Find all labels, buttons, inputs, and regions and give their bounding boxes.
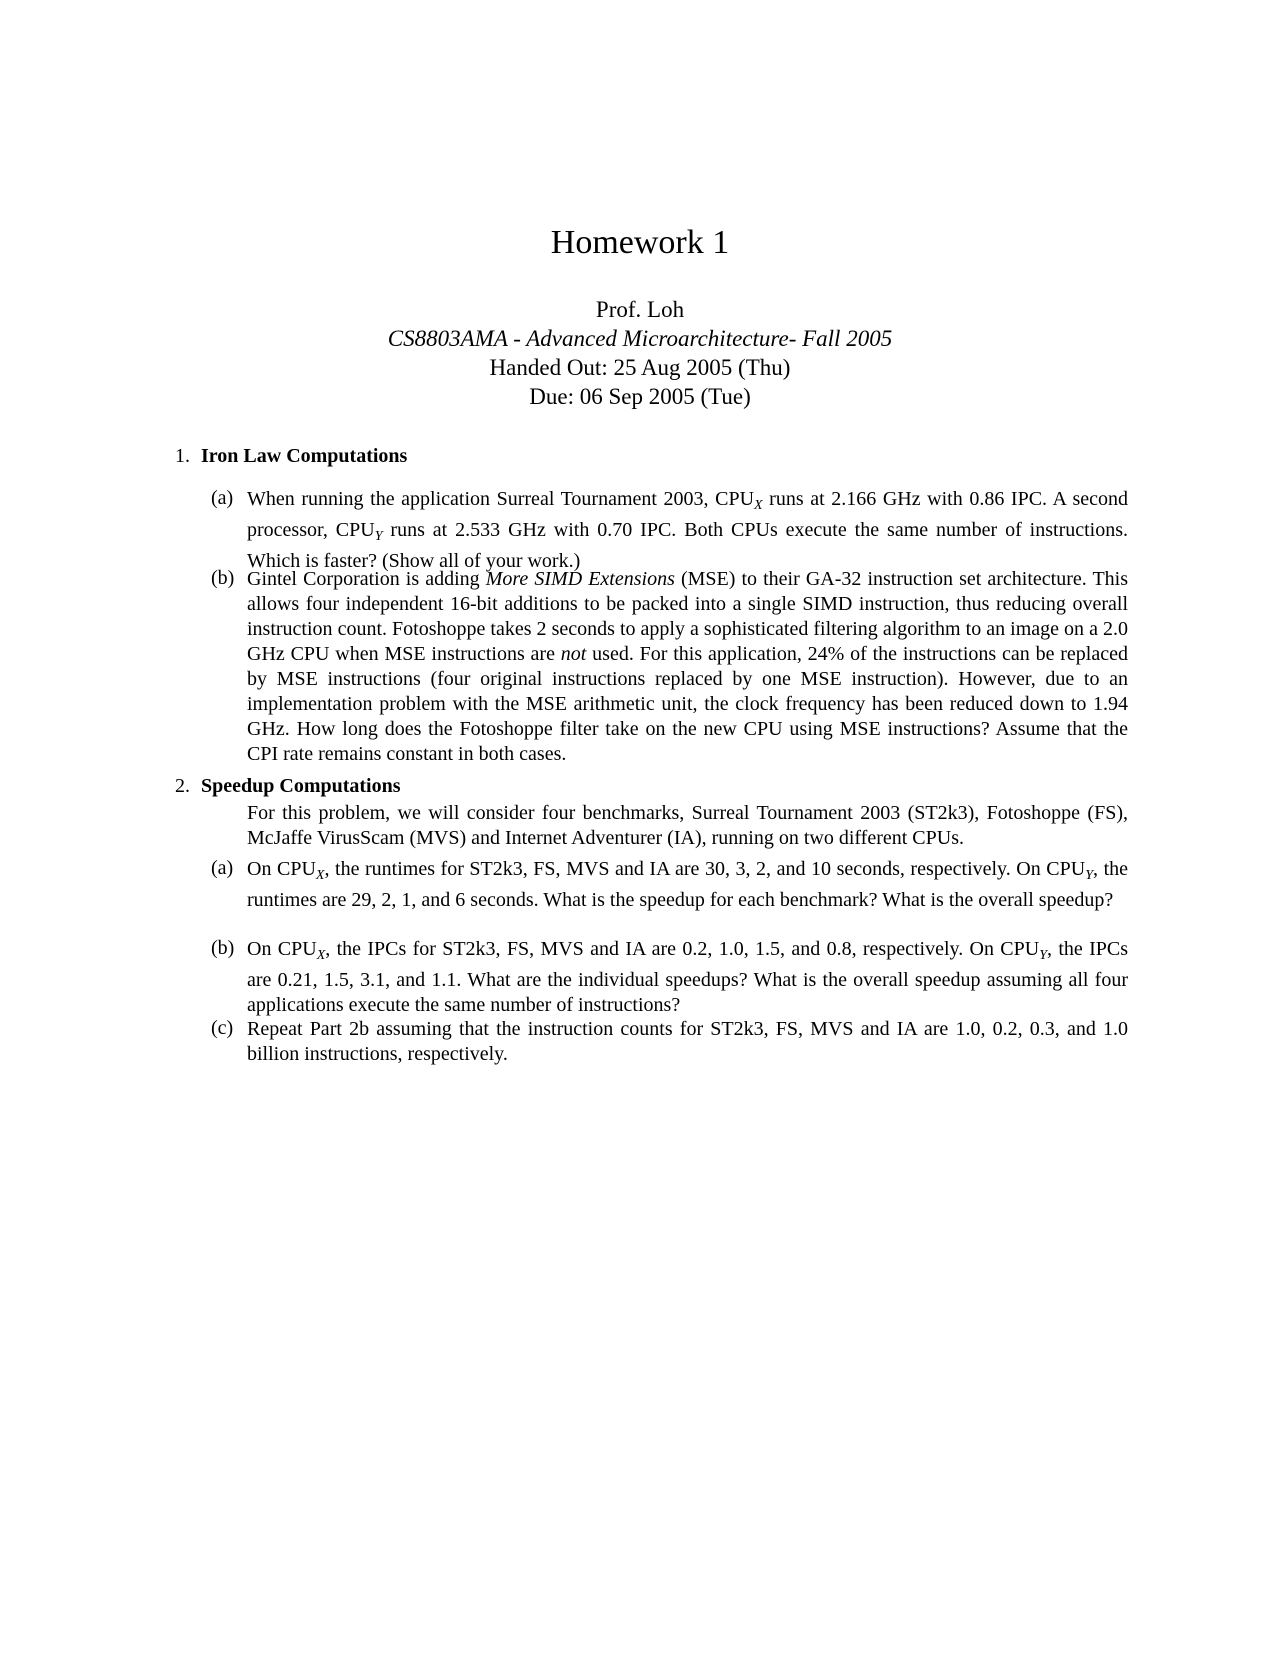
document-title: Homework 1 <box>550 224 730 261</box>
question-text: Repeat Part 2b assuming that the instruction counts for ST2k3, FS, MVS and IA are 1.0, 0.2, 0.3, and 1.0 billion instructions, respectively. <box>247 1018 1128 1065</box>
section-number: 2. <box>175 775 190 797</box>
section-number: 1. <box>175 445 190 467</box>
section-heading <box>175 445 407 468</box>
section-title: Speedup Computations <box>201 775 401 797</box>
section-intro: For this problem, we will consider four benchmarks, Surreal Tournament 2003 (ST2k3), Fotoshoppe (FS), McJaffe VirusScam (MVS) and Internet Adventurer (IA), running on two different CPUs. <box>247 802 1128 849</box>
section-heading <box>175 775 401 798</box>
question-label: (b) <box>211 937 235 959</box>
section-title: Iron Law Computations <box>201 445 408 467</box>
document-meta <box>0 295 1280 411</box>
handed-out-date: Handed Out: 25 Aug 2005 (Thu) <box>489 355 791 380</box>
course-name: CS8803AMA - Advanced Microarchitecture- Fall 2005 <box>387 326 893 351</box>
question-label: (a) <box>211 487 234 509</box>
question-text: When running the application Surreal Tournament 2003, $CPU_X$ runs at 2.166 GHz with 0.86 IPC. A second processor, $CPU_Y$ runs at 2.533 GHz with 0.70 IPC. Both CPUs execute the same number of instructions. Which is faster? (Show all of your work.) <box>247 488 1128 572</box>
question-text: On $CPU_X$, the runtimes for ST2k3, FS, MVS and IA are 30, 3, 2, and 10 seconds, respectively. On $CPU_Y$, the runtimes are 29, 2, 1, and 6 seconds. What is the speedup for each benchmark? What is the overall speedup? <box>247 858 1128 911</box>
due-date: Due: 06 Sep 2005 (Tue) <box>529 384 751 409</box>
professor-name: Prof. Loh <box>595 297 685 322</box>
question-label: (b) <box>211 567 235 589</box>
question-text: Gintel Corporation is adding More SIMD Extensions (MSE) to their GA-32 instruction set architecture. This allows four independent 16-bit additions to be packed into a single SIMD instruction, thus reducing overall instruction count. Fotoshoppe takes 2 seconds to apply a sophisticated filtering algorithm to an image on a 2.0 GHz CPU when MSE instructions are not used. For this application, 24% of the instructions can be replaced by MSE instructions (four original instructions replaced by one MSE instruction). However, due to an implementation problem with the MSE arithmetic unit, the clock frequency has been reduced down to 1.94 GHz. How long does the Fotoshoppe filter take on the new CPU using MSE instructions? Assume that the CPI rate remains constant in both cases. <box>247 568 1129 765</box>
question-text: On $CPU_X$, the IPCs for ST2k3, FS, MVS and IA are 0.2, 1.0, 1.5, and 0.8, respectively. On $CPU_Y$, the IPCs are 0.21, 1.5, 3.1, and 1.1. What are the individual speedups? What is the overall speedup assuming all four applications execute the same number of instructions? <box>247 938 1129 1016</box>
question-label: (c) <box>211 1017 234 1039</box>
question-label: (a) <box>211 857 234 879</box>
